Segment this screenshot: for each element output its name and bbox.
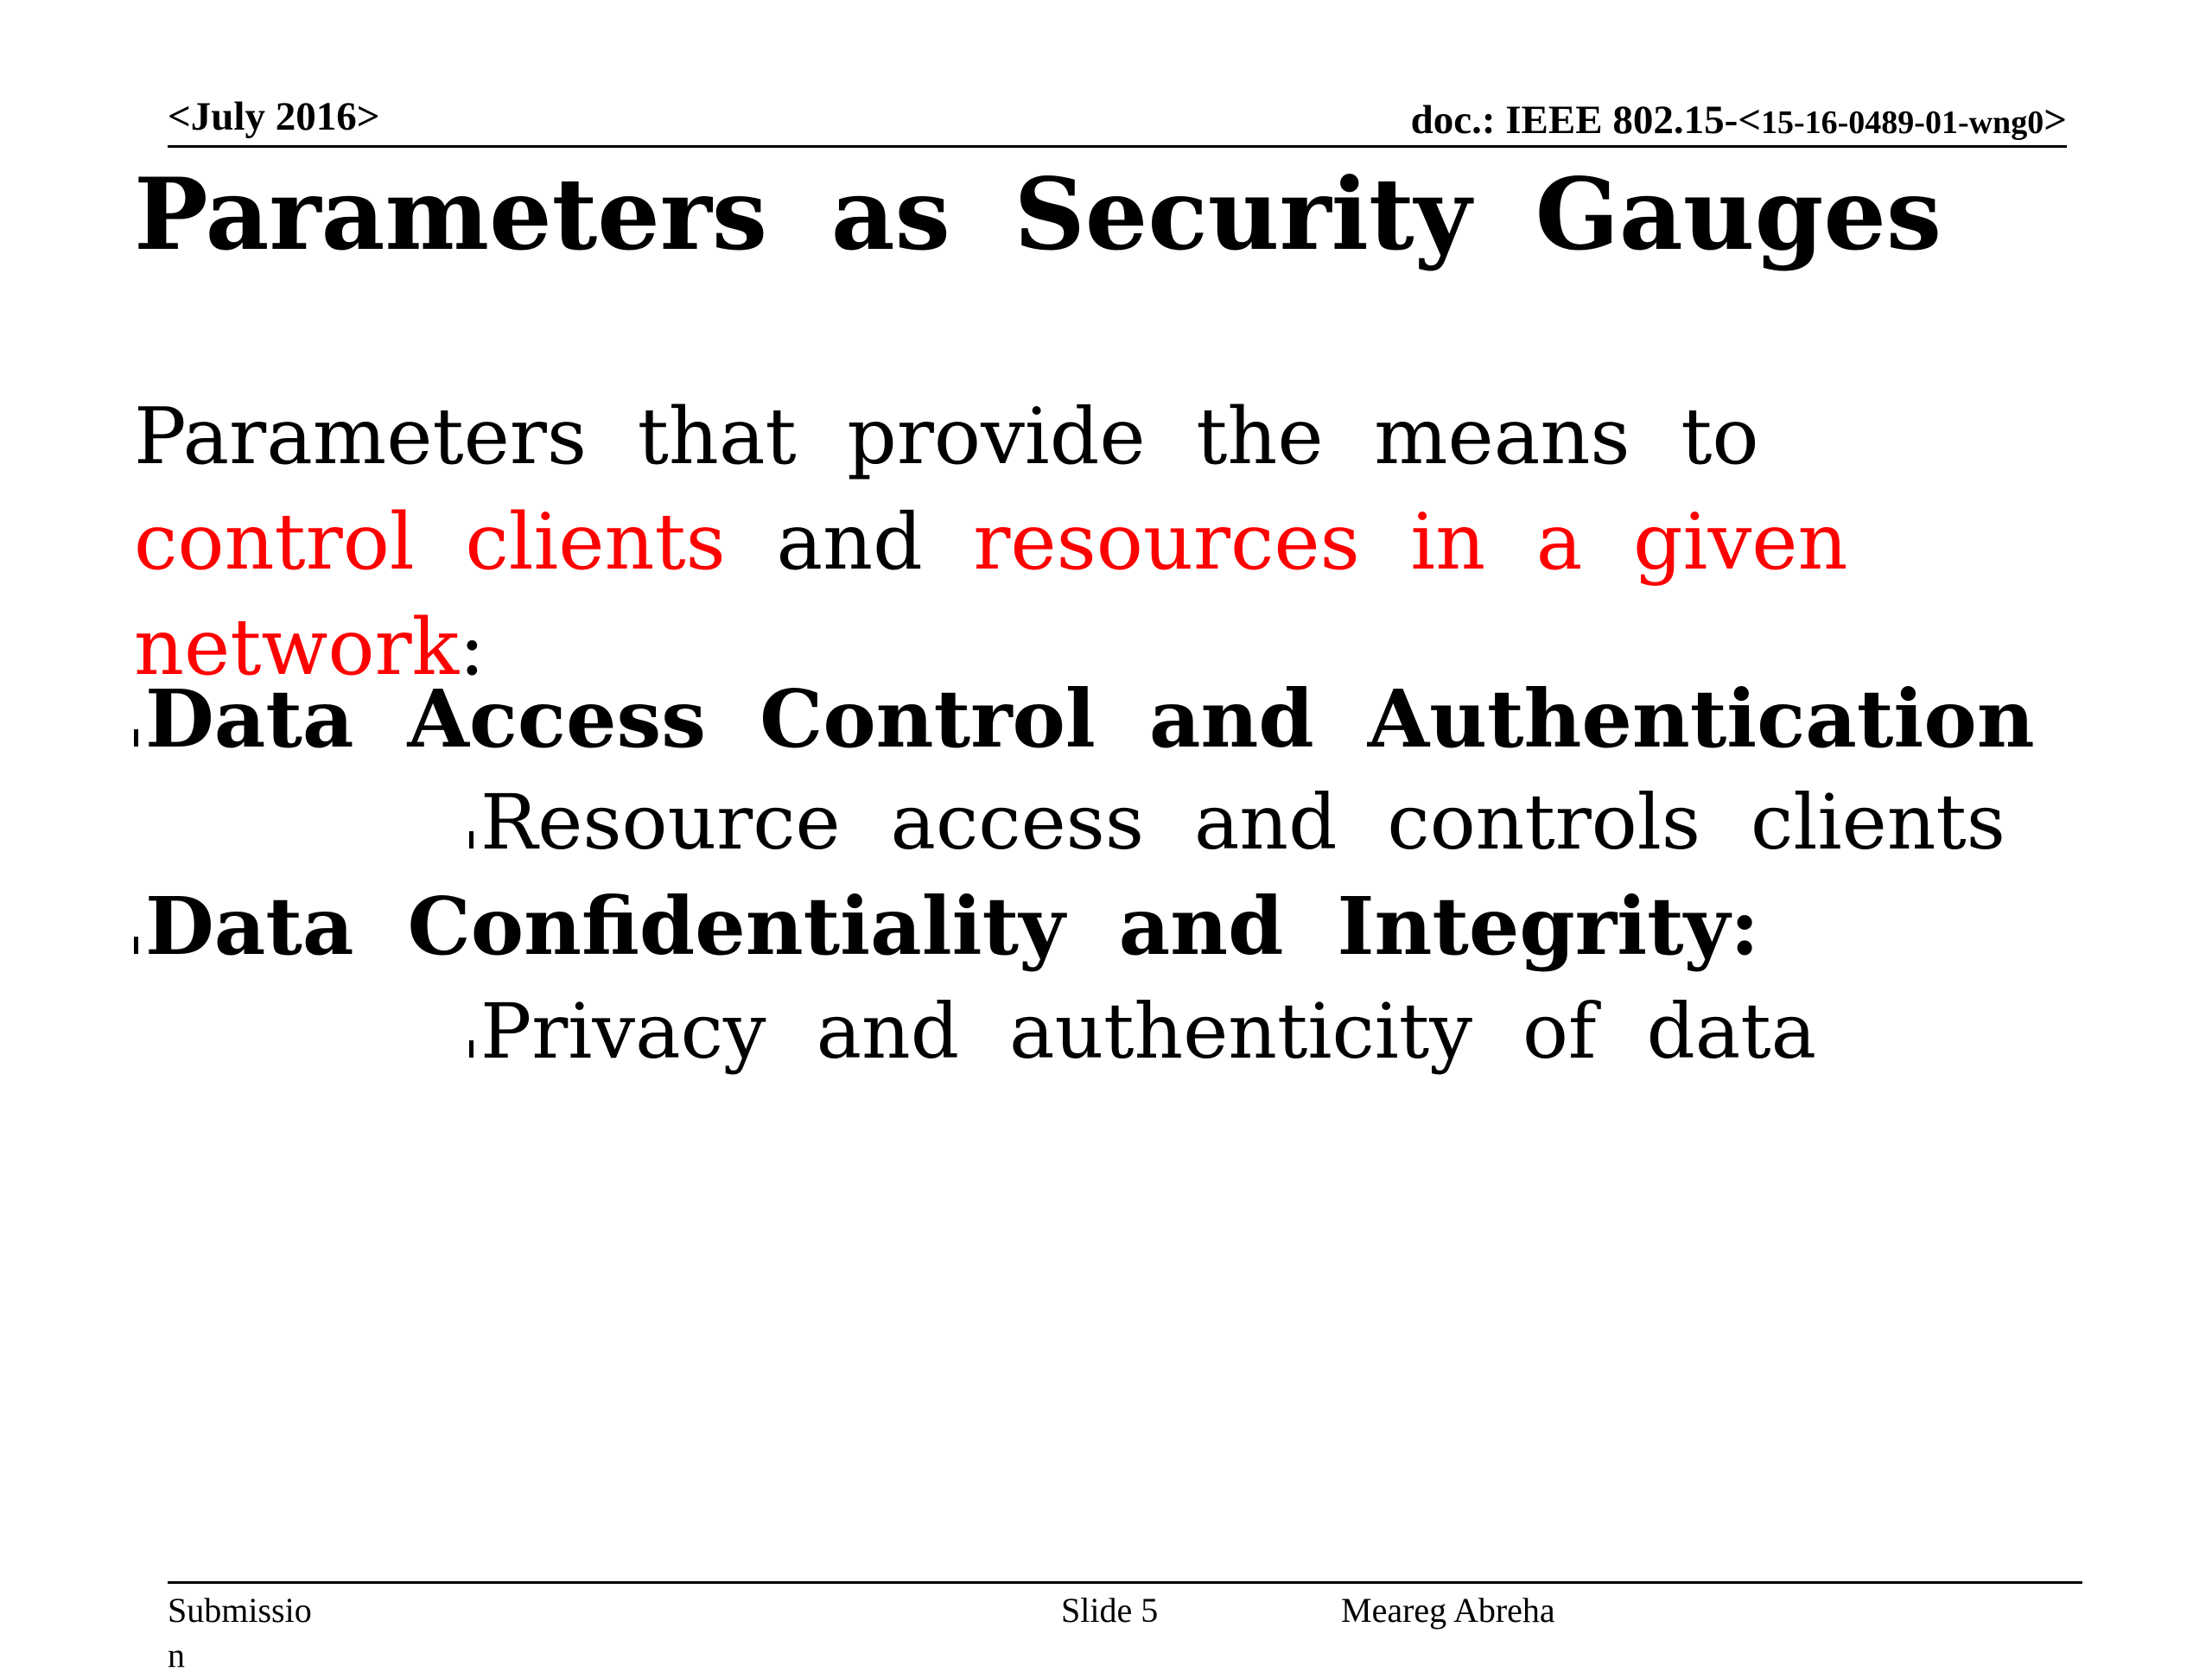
- bullet-text: Data Access Control and Authentication: [145, 672, 2035, 766]
- intro-highlight-2: resources in a given network: [134, 497, 1848, 693]
- bullet-marker: [134, 729, 138, 747]
- bullet-item-confidentiality: [134, 880, 1760, 973]
- footer-submission: Submission: [168, 1591, 312, 1675]
- header-doc-id: [1411, 100, 2067, 141]
- footer-author: Meareg Abreha: [1341, 1591, 1555, 1630]
- sub-bullet-item-privacy: [469, 987, 1817, 1076]
- doc-number: 15-16-0489-01-wng0: [1761, 105, 2044, 141]
- intro-paragraph: [134, 385, 1983, 701]
- header-divider: [168, 145, 2067, 148]
- bullet-marker: [469, 831, 474, 849]
- bullet-text: Privacy and authenticity of data: [480, 987, 1817, 1076]
- slide-title: Parameters as Security Gauges: [134, 156, 1942, 272]
- intro-highlight-1: control clients: [134, 497, 726, 588]
- doc-suffix: >: [2044, 98, 2067, 143]
- bullet-marker: [469, 1040, 474, 1058]
- footer-slide-number: Slide 5: [1061, 1591, 1159, 1630]
- intro-text-3: :: [459, 602, 486, 693]
- footer-divider: [168, 1581, 2082, 1584]
- bullet-text: Data Confidentiality and Integrity:: [145, 880, 1760, 973]
- sub-bullet-item-resource-access: [469, 778, 2005, 867]
- intro-text-1: Parameters that provide the means to: [134, 391, 1759, 482]
- bullet-marker: [134, 937, 138, 954]
- intro-text-2: and: [725, 497, 974, 588]
- header-date: <July 2016>: [168, 94, 380, 139]
- bullet-text: Resource access and controls clients: [480, 778, 2005, 867]
- doc-prefix: doc.: IEEE 802.15-<: [1410, 98, 1761, 143]
- bullet-item-access-control: [134, 672, 2035, 766]
